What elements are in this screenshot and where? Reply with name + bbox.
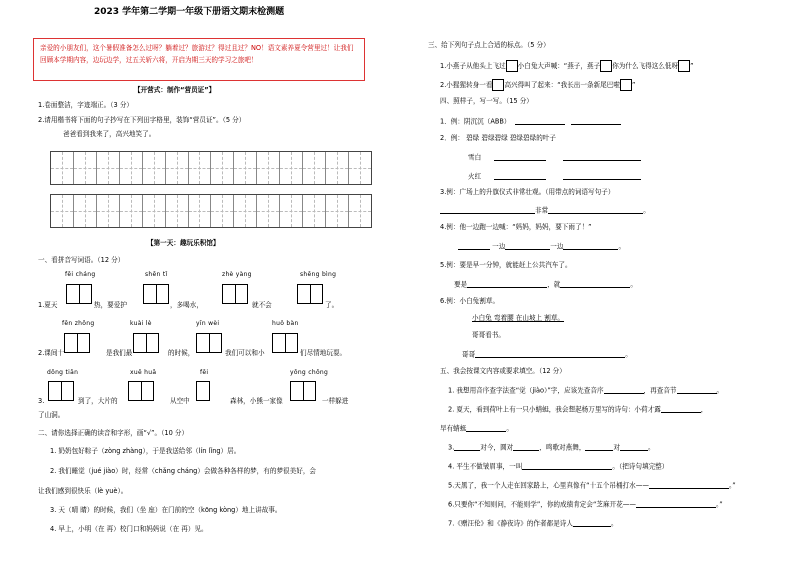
answer-blank[interactable] (563, 242, 618, 250)
answer-box[interactable] (272, 333, 298, 353)
fill-line-1e: 了。 (325, 301, 339, 309)
answer-blank[interactable] (560, 280, 630, 288)
fill-line-2a: 2.课间十 (38, 349, 65, 357)
s5-text: 对今，圆对 (480, 443, 514, 452)
s2-item-2b: 让我们感到很快乐（lè yuè）。 (38, 487, 128, 495)
section-2-heading: 二、请你选择正确的读音和字形，画“√”。（10 分） (38, 429, 189, 437)
pinyin: fēn zhōng (62, 320, 95, 327)
fill-line-2c: 的时候， (168, 349, 195, 357)
s4-word: 要是 (454, 280, 468, 289)
s5-text: 7.《赠汪伦》和《静夜诗》的作者都是诗人 (448, 519, 573, 528)
fill-line-2d: 我们可以和小 (225, 349, 265, 357)
s5-text: ，鸣歌对燕舞， (539, 443, 586, 452)
s5-text: 4. 平生不做皱眉事，一叫 (448, 462, 523, 471)
answer-blank[interactable] (522, 462, 612, 470)
s4-example-4: 4.例：他一边跑一边喊：“妈妈，妈妈，要下雨了！” (440, 223, 592, 231)
s3-text: 2.小猩猩转身一看 (440, 81, 493, 89)
start-section-title: 【开营式：制作“营员证”】 (134, 86, 216, 94)
answer-box[interactable] (66, 284, 92, 304)
punct-box[interactable] (600, 60, 612, 72)
answer-box[interactable] (48, 381, 74, 401)
s5-text: 。（把诗句填完整） (612, 462, 669, 471)
pinyin: shēn tǐ (145, 271, 168, 278)
copy-sentence: 爸爸看到我来了，高兴地笑了。 (63, 130, 156, 138)
pinyin: shēng bìng (300, 271, 337, 278)
s4-example-6: 6.例：小白兔割草。 (440, 297, 500, 305)
s4-row-5: 要是 ，就 。 (454, 280, 637, 289)
s4-text: 1．例：阴沉沉（ABB） (440, 117, 511, 126)
answer-blank[interactable] (505, 242, 550, 250)
answer-blank[interactable] (585, 443, 613, 451)
s5-item-2b: 早有蜻蜓 。 (440, 424, 513, 433)
s4-row-6: 哥哥 。 (462, 350, 632, 359)
answer-box[interactable] (128, 381, 154, 401)
s5-item-7: 7.《赠汪伦》和《静夜诗》的作者都是诗人 。 (448, 519, 618, 528)
answer-blank[interactable] (571, 117, 621, 125)
answer-blank[interactable] (563, 153, 641, 161)
s5-text: 对 (613, 443, 621, 452)
s4-row-4: 一边 一边 。 (458, 242, 625, 250)
s4-row-xuebai (468, 153, 641, 161)
fill-line-1d: 就不会 (252, 301, 272, 309)
answer-blank[interactable] (458, 242, 490, 250)
s4-word: 一边 (550, 242, 564, 251)
answer-box[interactable] (196, 333, 222, 353)
answer-blank[interactable] (513, 443, 539, 451)
fill-line-1b: 热，要爱护 (94, 301, 127, 309)
s5-item-2: 2. 夏天，看到荷叶上有一只小蜻蜓，我会想起杨万里写的诗句：小荷才露 ， (448, 405, 708, 414)
answer-blank[interactable] (649, 481, 729, 489)
answer-box[interactable] (64, 333, 90, 353)
answer-box[interactable] (297, 284, 323, 304)
fill-line-1c: ，多喝水， (170, 301, 203, 309)
fill-line-3d: 森林，小熊一家像 (230, 397, 283, 405)
s4-row-huohong (468, 172, 641, 180)
answer-blank[interactable] (494, 153, 546, 161)
punct-box[interactable] (678, 60, 690, 72)
s5-text: 1. 我想用音序查字法查“觉（jiào）”字，应该先查音序 (448, 386, 604, 395)
s4-word: 雪白 (468, 153, 482, 162)
pinyin: dōng tiān (47, 369, 79, 376)
s4-word: 火红 (468, 172, 482, 181)
s4-word: ，就 (547, 280, 561, 289)
s3-text: 高兴得叫了起来：“我长出一条新尾巴啦 (504, 81, 620, 89)
day1-section-title: 【第一天：趣玩乐积馆】 (147, 239, 220, 247)
answer-blank[interactable] (620, 443, 648, 451)
fill-line-3c: 从空中 (170, 397, 190, 405)
s2-item-3: 3. 天（晴 睛）的时候，我们（坐 座）在门前的空（kōng kòng）地上讲故事。 (50, 506, 282, 514)
section-4-heading: 四、照样子，写一写。（15 分） (440, 97, 533, 105)
fill-line-3b: 到了，大片的 (78, 397, 118, 405)
answer-blank[interactable] (548, 206, 643, 214)
fill-line-2b: 是我们最 (106, 349, 133, 357)
fill-line-3a: 3. (38, 397, 45, 405)
pinyin: fēi (200, 369, 209, 376)
page-title: 2023 学年第二学期一年级下册语文期末检测题 (94, 7, 285, 17)
punct-box[interactable] (506, 60, 518, 72)
punct-box[interactable] (620, 79, 632, 91)
answer-blank[interactable] (604, 386, 644, 394)
answer-blank[interactable] (573, 519, 611, 527)
answer-blank[interactable] (563, 172, 641, 180)
s4-example-1 (440, 117, 621, 125)
s3-text: 你为什么飞得这么低呀 (612, 62, 679, 70)
s4-example-5: 5.例：要是早一分钟，就能赶上公共汽车了。 (440, 261, 572, 269)
s3-text: ” (631, 81, 636, 89)
s4-example-2: 2．例： 碧绿 碧绿碧绿 碧绿碧绿的叶子 (440, 134, 556, 142)
answer-blank[interactable] (475, 350, 625, 358)
section-5-heading: 五、我会按课文内容或要求填空。（12 分） (440, 367, 566, 375)
s4-word: 非常 (535, 206, 549, 215)
s2-item-4: 4. 早上，小明（在 再）校门口和妈妈说（在 再）见。 (50, 525, 208, 533)
writing-grid-2[interactable] (50, 194, 372, 228)
answer-blank[interactable] (466, 424, 506, 432)
s5-text: 早有蜻蜓 (440, 424, 467, 433)
pinyin: kuài lè (130, 320, 152, 327)
answer-blank[interactable] (677, 386, 717, 394)
s5-text: ，再查音节 (643, 386, 677, 395)
answer-blank[interactable] (636, 500, 716, 508)
pinyin: huǒ bàn (272, 320, 299, 327)
s5-item-4 (448, 462, 668, 470)
s4-sentence-6: 哥哥看书。 (472, 331, 505, 339)
punct-box[interactable] (492, 79, 504, 91)
answer-box[interactable] (196, 381, 210, 401)
answer-blank[interactable] (494, 172, 546, 180)
s3-line-2 (440, 79, 635, 91)
fill-line-3f: 了山洞。 (38, 411, 65, 419)
s4-word: 一边 (492, 242, 506, 251)
writing-grid-1[interactable] (50, 151, 372, 185)
s4-word: 哥哥 (462, 350, 476, 359)
s3-text: 1.小燕子从他头上飞过 (440, 62, 506, 70)
s5-text: 2. 夏天，看到荷叶上有一只小蜻蜓，我会想起杨万里写的诗句：小荷才露 (448, 405, 661, 414)
pinyin: zhè yàng (222, 271, 252, 278)
s4-example-6-expanded: 小白兔 弯着腰 在山坡上 割草。 (472, 314, 565, 322)
s5-item-6: 6.只要你“不知则问，不能则学”，你的成绩肯定会“芝麻开花—— 。” (448, 500, 723, 509)
pinyin: yōng chōng (290, 369, 329, 376)
answer-box[interactable] (143, 284, 169, 304)
intro-notice: 亲爱的小朋友们，这个暑假准备怎么过呀？躺着过？旅游过？得过且过？NO！语文素养夏令营里过！让我们回顾本学期内容，边玩边学，过五关斩六将，开启为期三天的学习之旅吧！ (33, 38, 365, 81)
s2-item-2: 2. 我们睡觉（jué jiào）时，经常（chǎng cháng）会做各种各样的梦，有的梦很美好，会 (50, 467, 317, 475)
s3-text: ” (690, 62, 694, 70)
section-3-heading: 三、给下列句子点上合适的标点。（5 分） (428, 41, 550, 49)
s2-item-1: 1. 奶奶包好粽子（zòng zhàng），于是我送给邻（lín lǐng）居。 (50, 447, 241, 455)
answer-blank[interactable] (454, 443, 480, 451)
s3-text: 小白兔大声喊：“燕子，燕子 (517, 62, 601, 70)
answer-blank[interactable] (467, 280, 547, 288)
section-1-heading: 一、看拼音写词语。（12 分） (38, 256, 125, 264)
s4-example-3: 3.例：广场上的升旗仪式非常壮观。（用带点的词语写句子） (440, 188, 615, 196)
s3-line-1 (440, 60, 694, 72)
question-1: 1.卷面整洁，字迹端正。（3 分） (38, 101, 134, 109)
question-2: 2.请用楷书将下面的句子抄写在下列田字格里，装饰“营员证”。（5 分） (38, 116, 246, 124)
s5-text: 3. (448, 443, 455, 452)
fill-line-3e: 一样躲进 (322, 397, 349, 405)
s4-row-3: 非常 。 (440, 206, 650, 214)
s5-item-5: 5.天黑了，我一个人走在回家路上，心里真像有“十五个吊桶打水—— 。” (448, 481, 736, 490)
s5-text: 5.天黑了，我一个人走在回家路上，心里真像有“十五个吊桶打水—— (448, 481, 649, 490)
answer-box[interactable] (222, 284, 248, 304)
pinyin: fēi cháng (65, 271, 96, 278)
answer-blank[interactable] (661, 405, 701, 413)
fill-line-2e: 们尽情地玩耍。 (300, 349, 347, 357)
answer-blank[interactable] (515, 117, 565, 125)
answer-box[interactable] (290, 381, 316, 401)
s5-text: 6.只要你“不知则问，不能则学”，你的成绩肯定会“芝麻开花—— (448, 500, 636, 509)
answer-blank[interactable] (440, 206, 535, 214)
answer-box[interactable] (133, 333, 159, 353)
fill-line-1a: 1.夏天 (38, 301, 58, 309)
pinyin: yīn wèi (196, 320, 220, 327)
pinyin: xuě huā (130, 369, 157, 376)
s5-item-1: 1. 我想用音序查字法查“觉（jiào）”字，应该先查音序 ，再查音节 。 (448, 386, 724, 395)
s5-item-3: 3. 对今，圆对 ，鸣歌对燕舞， 对 。 (448, 443, 655, 452)
